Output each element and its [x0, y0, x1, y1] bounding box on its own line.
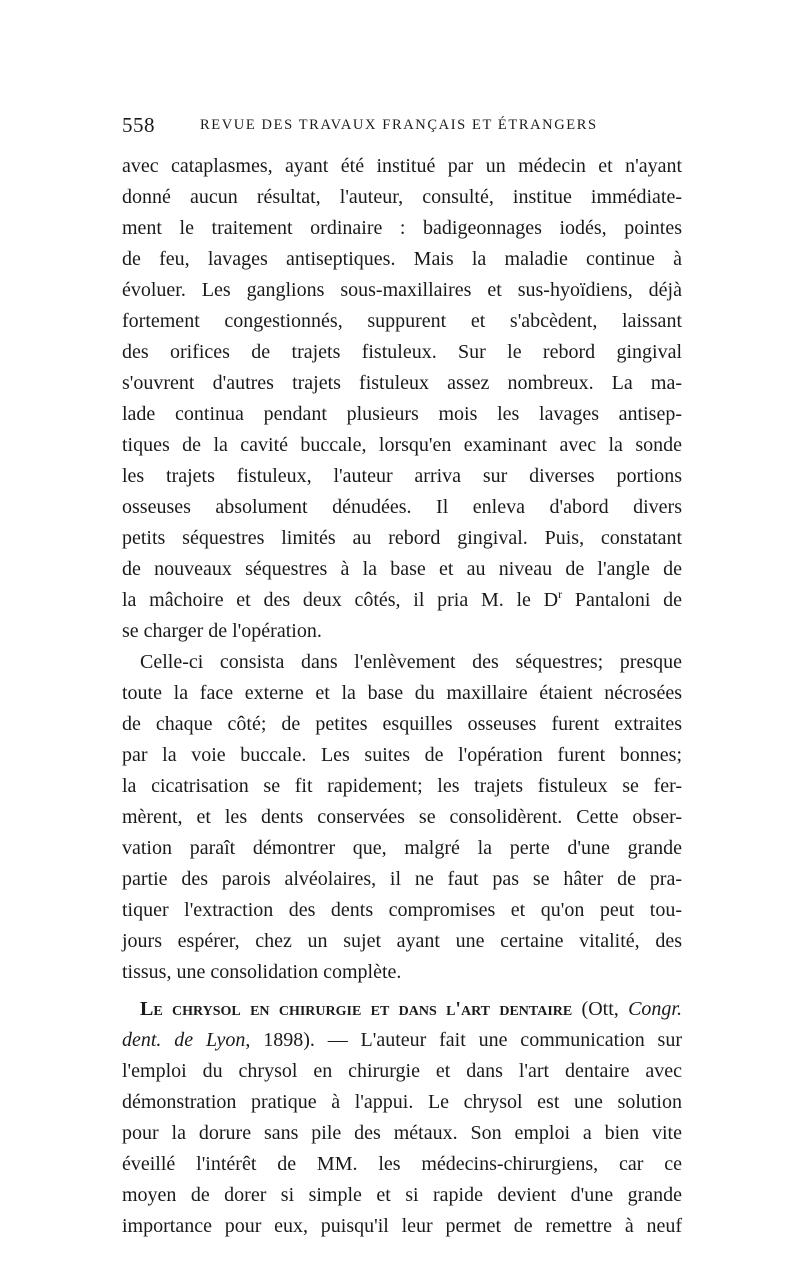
text-line: tiques de la cavité buccale, lorsqu'en examinant avec la sonde — [122, 434, 682, 456]
text-line: avec cataplasmes, ayant été institué par un médecin et n'ayant — [122, 155, 682, 177]
text-line: la cicatrisation se fit rapidement; les trajets fistuleux se fer- — [122, 775, 682, 797]
line-segment: Pantaloni de — [562, 589, 682, 611]
superscript: r — [558, 587, 563, 601]
text-line — [122, 1025, 682, 1055]
text-line: des orifices de trajets fistuleux. Sur le rebord gingival — [122, 341, 682, 363]
page-number: 558 — [122, 113, 155, 137]
article-journal: Congr. — [628, 998, 682, 1020]
text-line: évoluer. Les ganglions sous-maxillaires et sus-hyoïdiens, déjà — [122, 279, 682, 301]
text-line: partie des parois alvéolaires, il ne faut pas se hâter de pra- — [122, 868, 682, 890]
text-line: mèrent, et les dents conservées se consolidèrent. Cette obser- — [122, 806, 682, 828]
text-line: vation paraît démontrer que, malgré la perte d'une grande — [122, 837, 682, 859]
text-line: pour la dorure sans pile des métaux. Son emploi a bien vite — [122, 1122, 682, 1144]
text-line: tiquer l'extraction des dents compromises et qu'on peut tou- — [122, 899, 682, 921]
text-line: par la voie buccale. Les suites de l'opération furent bonnes; — [122, 744, 682, 766]
article-author: (Ott, — [572, 998, 629, 1020]
text-line: jours espérer, chez un sujet ayant une certaine vitalité, des — [122, 930, 682, 952]
text-line: osseuses absolument dénudées. Il enleva d'abord divers — [122, 496, 682, 518]
text-line: de feu, lavages antiseptiques. Mais la maladie continue à — [122, 248, 682, 270]
page-header — [122, 113, 682, 143]
text-line: toute la face externe et la base du maxillaire étaient nécrosées — [122, 682, 682, 704]
text-line: fortement congestionnés, suppurent et s'abcèdent, laissant — [122, 310, 682, 332]
text-line: importance pour eux, puisqu'il leur permet de remettre à neuf — [122, 1215, 682, 1237]
running-head: REVUE DES TRAVAUX FRANÇAIS ET ÉTRANGERS — [200, 117, 598, 133]
article-title: Le chrysol en chirurgie et dans l'art dentaire — [140, 998, 573, 1020]
article-journal-cont: dent. de Lyon — [122, 1029, 246, 1051]
text-line: moyen de dorer si simple et si rapide devient d'une grande — [122, 1184, 682, 1206]
text-line: Celle-ci consista dans l'enlèvement des séquestres; presque — [140, 651, 682, 673]
text-line: ment le traitement ordinaire : badigeonnages iodés, pointes — [122, 217, 682, 239]
text-line: petits séquestres limités au rebord gingival. Puis, constatant — [122, 527, 682, 549]
text-line: de chaque côté; de petites esquilles osseuses furent extraites — [122, 713, 682, 735]
line-segment: , 1898). — L'auteur fait une communication sur — [245, 1029, 682, 1051]
text-line: se charger de l'opération. — [122, 620, 322, 642]
text-line: les trajets fistuleux, l'auteur arriva sur diverses portions — [122, 465, 682, 487]
text-line: s'ouvrent d'autres trajets fistuleux assez nombreux. La ma- — [122, 372, 682, 394]
text-line: de nouveaux séquestres à la base et au niveau de l'angle de — [122, 558, 682, 580]
text-line: démonstration pratique à l'appui. Le chrysol est une solution — [122, 1091, 682, 1113]
text-line — [122, 585, 682, 615]
text-line: tissus, une consolidation complète. — [122, 961, 402, 983]
text-line: éveillé l'intérêt de MM. les médecins-chirurgiens, car ce — [122, 1153, 682, 1175]
article-heading-line — [140, 994, 682, 1024]
text-line: lade continua pendant plusieurs mois les lavages antisep- — [122, 403, 682, 425]
text-line: donné aucun résultat, l'auteur, consulté, institue immédiate- — [122, 186, 682, 208]
line-segment: la mâchoire et des deux côtés, il pria M. le D — [122, 589, 559, 611]
text-line: l'emploi du chrysol en chirurgie et dans l'art dentaire avec — [122, 1060, 682, 1082]
